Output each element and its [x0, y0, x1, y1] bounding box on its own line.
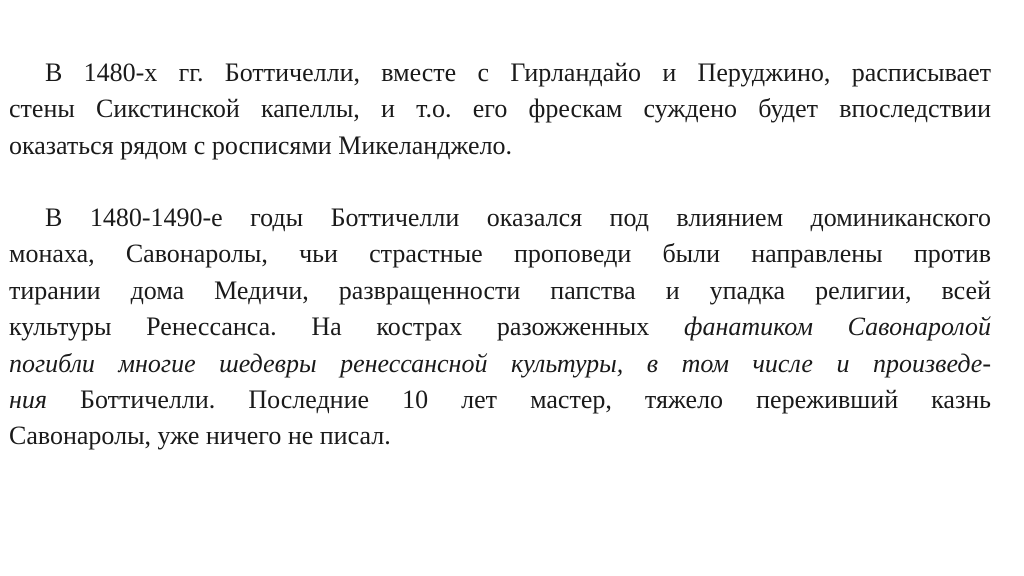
text-line-mixed: [9, 309, 991, 345]
text-line: В 1480-х гг. Боттичелли, вместе с Гирландайо и Перуджино, расписывает: [45, 58, 991, 87]
text-line: оказаться рядом с росписями Микеланджело.: [9, 130, 513, 160]
text-line: монаха, Савонаролы, чьи страстные проповеди были направлены против: [9, 239, 991, 269]
italic-text-segment: в том числе и произведе-: [646, 348, 992, 378]
paragraph-sistine-chapel: [9, 55, 991, 164]
italic-text-segment: погибли многие шедевры ренессансной культуры,: [9, 348, 624, 378]
text-segment: Боттичелли. Последние 10 лет мастер, тяжело переживший казнь: [80, 384, 991, 414]
text-line-italic: [9, 346, 991, 382]
text-line-mixed: [9, 382, 991, 418]
italic-text-segment: ния: [9, 384, 47, 414]
text-line: Савонаролы, уже ничего не писал.: [9, 421, 391, 451]
text-line: стены Сикстинской капеллы, и т.о. его фрескам суждено будет впоследствии: [9, 94, 991, 124]
italic-text-segment: фанатиком Савонаролой: [684, 312, 991, 342]
text-segment: культуры Ренессанса. На кострах разожженных: [9, 312, 650, 342]
paragraph-savonarola: [9, 200, 991, 455]
text-line: тирании дома Медичи, развращенности папства и упадка религии, всей: [9, 275, 991, 305]
text-line: В 1480-1490-е годы Боттичелли оказался под влиянием доминиканского: [45, 203, 991, 232]
